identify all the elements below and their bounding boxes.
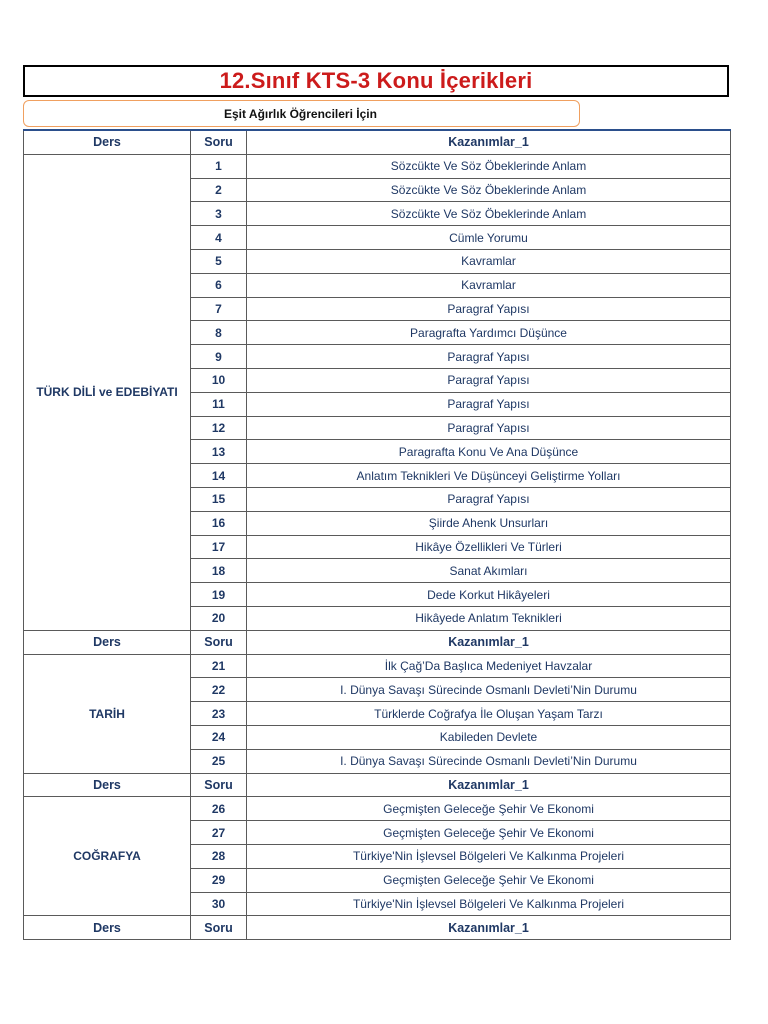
question-number: 10 xyxy=(191,368,247,392)
topic-cell: Geçmişten Geleceğe Şehir Ve Ekonomi xyxy=(247,868,731,892)
question-number: 23 xyxy=(191,702,247,726)
topic-cell: Türkiye'Nin İşlevsel Bölgeleri Ve Kalkınma Projeleri xyxy=(247,844,731,868)
question-number: 5 xyxy=(191,249,247,273)
question-number: 25 xyxy=(191,749,247,773)
topic-cell: I. Dünya Savaşı Sürecinde Osmanlı Devleti’Nin Durumu xyxy=(247,749,731,773)
topic-cell: Kabileden Devlete xyxy=(247,725,731,749)
page-title-box xyxy=(23,65,729,97)
question-number: 16 xyxy=(191,511,247,535)
question-number: 28 xyxy=(191,844,247,868)
topic-cell: Paragraf Yapısı xyxy=(247,368,731,392)
question-number: 9 xyxy=(191,345,247,369)
question-number: 29 xyxy=(191,868,247,892)
table-row xyxy=(24,797,731,821)
question-number: 17 xyxy=(191,535,247,559)
table-header-row xyxy=(24,130,731,154)
question-number: 7 xyxy=(191,297,247,321)
topic-cell: Kavramlar xyxy=(247,273,731,297)
topic-cell: Cümle Yorumu xyxy=(247,226,731,250)
table-header-row xyxy=(24,773,731,797)
subject-cell: TÜRK DİLİ ve EDEBİYATI xyxy=(24,154,191,630)
column-header-ders: Ders xyxy=(24,630,191,654)
question-number: 2 xyxy=(191,178,247,202)
question-number: 26 xyxy=(191,797,247,821)
table-row xyxy=(24,654,731,678)
topic-cell: Türkiye'Nin İşlevsel Bölgeleri Ve Kalkınma Projeleri xyxy=(247,892,731,916)
topic-cell: Paragrafta Konu Ve Ana Düşünce xyxy=(247,440,731,464)
topic-cell: Sözcükte Ve Söz Öbeklerinde Anlam xyxy=(247,154,731,178)
topic-cell: Paragraf Yapısı xyxy=(247,416,731,440)
topic-cell: Kavramlar xyxy=(247,249,731,273)
question-number: 3 xyxy=(191,202,247,226)
topic-cell: Paragraf Yapısı xyxy=(247,392,731,416)
question-number: 12 xyxy=(191,416,247,440)
topic-cell: Sözcükte Ve Söz Öbeklerinde Anlam xyxy=(247,202,731,226)
question-number: 14 xyxy=(191,464,247,488)
column-header-soru: Soru xyxy=(191,630,247,654)
topic-cell: Hikâyede Anlatım Teknikleri xyxy=(247,606,731,630)
table-row xyxy=(24,154,731,178)
question-number: 19 xyxy=(191,583,247,607)
page-subtitle: Eşit Ağırlık Öğrencileri İçin xyxy=(224,106,377,121)
column-header-kazanimlar: Kazanımlar_1 xyxy=(247,630,731,654)
question-number: 20 xyxy=(191,606,247,630)
column-header-soru: Soru xyxy=(191,773,247,797)
topic-cell: Dede Korkut Hikâyeleri xyxy=(247,583,731,607)
question-number: 30 xyxy=(191,892,247,916)
column-header-ders: Ders xyxy=(24,130,191,154)
column-header-ders: Ders xyxy=(24,916,191,940)
topic-cell: Paragraf Yapısı xyxy=(247,487,731,511)
table-header-row xyxy=(24,630,731,654)
question-number: 4 xyxy=(191,226,247,250)
topic-cell: Hikâye Özellikleri Ve Türleri xyxy=(247,535,731,559)
question-number: 11 xyxy=(191,392,247,416)
question-number: 1 xyxy=(191,154,247,178)
page-title: 12.Sınıf KTS-3 Konu İçerikleri xyxy=(219,68,533,93)
question-number: 15 xyxy=(191,487,247,511)
question-number: 22 xyxy=(191,678,247,702)
question-number: 27 xyxy=(191,821,247,845)
column-header-kazanimlar: Kazanımlar_1 xyxy=(247,773,731,797)
topic-cell: Türklerde Coğrafya İle Oluşan Yaşam Tarzı xyxy=(247,702,731,726)
topic-cell: İlk Çağ’Da Başlıca Medeniyet Havzalar xyxy=(247,654,731,678)
topic-cell: Geçmişten Geleceğe Şehir Ve Ekonomi xyxy=(247,797,731,821)
topic-cell: Anlatım Teknikleri Ve Düşünceyi Geliştirme Yolları xyxy=(247,464,731,488)
topic-cell: Sanat Akımları xyxy=(247,559,731,583)
topic-cell: I. Dünya Savaşı Sürecinde Osmanlı Devleti’Nin Durumu xyxy=(247,678,731,702)
subject-cell: TARİH xyxy=(24,654,191,773)
question-number: 6 xyxy=(191,273,247,297)
question-number: 24 xyxy=(191,725,247,749)
subtitle-box xyxy=(23,100,580,127)
topic-cell: Şiirde Ahenk Unsurları xyxy=(247,511,731,535)
topic-cell: Sözcükte Ve Söz Öbeklerinde Anlam xyxy=(247,178,731,202)
column-header-soru: Soru xyxy=(191,916,247,940)
column-header-ders: Ders xyxy=(24,773,191,797)
topic-cell: Paragraf Yapısı xyxy=(247,345,731,369)
subject-cell: COĞRAFYA xyxy=(24,797,191,916)
topic-cell: Paragraf Yapısı xyxy=(247,297,731,321)
question-number: 21 xyxy=(191,654,247,678)
topic-cell: Paragrafta Yardımcı Düşünce xyxy=(247,321,731,345)
column-header-kazanimlar: Kazanımlar_1 xyxy=(247,130,731,154)
table-header-row xyxy=(24,916,731,940)
column-header-kazanimlar: Kazanımlar_1 xyxy=(247,916,731,940)
question-number: 13 xyxy=(191,440,247,464)
column-header-soru: Soru xyxy=(191,130,247,154)
topic-cell: Geçmişten Geleceğe Şehir Ve Ekonomi xyxy=(247,821,731,845)
topics-table-body xyxy=(24,130,731,940)
topics-table xyxy=(23,129,731,940)
question-number: 18 xyxy=(191,559,247,583)
question-number: 8 xyxy=(191,321,247,345)
